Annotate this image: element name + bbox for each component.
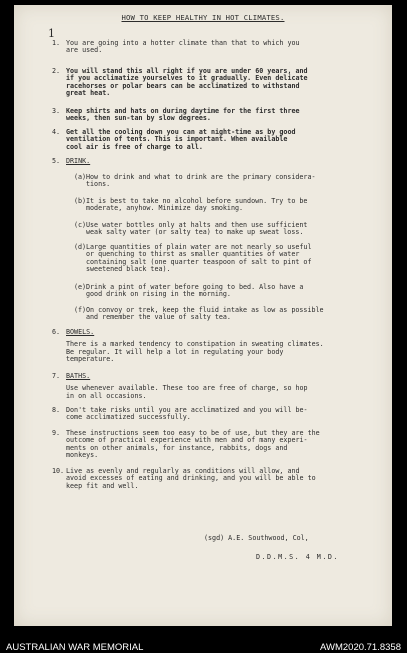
list-item (52, 429, 386, 460)
drink-subitem (74, 197, 384, 213)
list-item (52, 39, 386, 55)
drink-subitem (74, 306, 384, 322)
list-item (52, 467, 386, 490)
item-number: 7. (52, 372, 61, 380)
subitem-label: (b) (74, 197, 87, 205)
subitem-label: (c) (74, 221, 87, 229)
drink-subitem (74, 173, 384, 189)
list-item (52, 67, 386, 98)
subitem-label: (f) (74, 306, 87, 314)
subitem-text: How to drink and what to drink are the primary considera- tions. (86, 173, 316, 189)
item-number: 9. (52, 429, 61, 437)
subitem-text: On convoy or trek, keep the fluid intake as low as possible and remember the value of salty tea. (86, 306, 324, 322)
section-heading-drink: DRINK. (66, 157, 91, 165)
subitem-text: Drink a pint of water before going to bed. Also have a good drink on rising in the morning. (86, 283, 304, 299)
footer-institution: AUSTRALIAN WAR MEMORIAL (6, 642, 144, 653)
item-text: Use whenever available. These too are free of charge, so hop in on all occasions. (66, 384, 308, 400)
item-text: You are going into a hotter climate than that to which you are used. (66, 39, 300, 55)
list-item (52, 372, 386, 400)
item-number: 10. (52, 467, 65, 475)
subitem-text: It is best to take no alcohol before sundown. Try to be moderate, anyhow. Minimize day smoking. (86, 197, 308, 213)
subitem-label: (e) (74, 283, 87, 291)
subitem-label: (a) (74, 173, 87, 181)
list-item (52, 107, 386, 123)
handwritten-margin-mark: 1 (48, 27, 55, 40)
drink-subitem (74, 221, 384, 237)
document-title: HOW TO KEEP HEALTHY IN HOT CLIMATES. (121, 13, 285, 22)
signature-title: D.D.M.S. 4 M.D. (256, 553, 339, 561)
subitem-label: (d) (74, 243, 87, 251)
item-number: 4. (52, 128, 61, 136)
item-text: There is a marked tendency to constipation in sweating climates. Be regular. It will help a lot in regulating your body temperature. (66, 340, 324, 364)
item-text: Get all the cooling down you can at night-time as by good ventilation of tents. This is important. When available cool air is free of charge to all. (66, 128, 296, 151)
item-text: Don't take risks until you are acclimatized and you will be- come acclimatized successfully. (66, 406, 308, 422)
item-text: Keep shirts and hats on during daytime for the first three weeks, then sun-tan by slow degrees. (66, 107, 300, 123)
list-item (52, 128, 386, 151)
section-heading-baths: BATHS. (66, 372, 91, 380)
signature-line: (sgd) A.E. Southwood, Col, (204, 534, 309, 542)
section-heading-bowels: BOWELS. (66, 328, 95, 336)
drink-subitem (74, 283, 384, 299)
drink-subitem (74, 243, 384, 274)
item-number: 2. (52, 67, 61, 75)
list-item (52, 328, 386, 364)
item-number: 5. (52, 157, 61, 165)
item-number: 8. (52, 406, 61, 414)
item-number: 6. (52, 328, 61, 336)
subitem-text: Large quantities of plain water are not nearly so useful or quenching to thirst as smaller quantities of water containing salt (one quarter teaspoon of salt to pint of sweetened black tea). (86, 243, 312, 274)
list-item (52, 406, 386, 422)
subitem-text: Use water bottles only at halts and then use sufficient weak salty water (or salty tea) to make up sweat loss. (86, 221, 308, 237)
footer-accession-number: AWM2020.71.8358 (320, 642, 401, 653)
item-text: These instructions seem too easy to be of use, but they are the outcome of practical experience with men and of many experi- ments on other animals, for instance, rabbits, dogs and monkeys. (66, 429, 320, 460)
item-number: 1. (52, 39, 61, 47)
document-page (14, 5, 392, 626)
list-item (52, 157, 386, 165)
item-text: You will stand this all right if you are under 60 years, and if you acclimatize yourselves to it gradually. Even delicate racehorses or polar bears can be acclimatized to withstand great heat. (66, 67, 308, 98)
item-text: Live as evenly and regularly as conditions will allow, and avoid excesses of eating and drinking, and you will be able to keep fit and well. (66, 467, 316, 490)
archive-footer (0, 627, 407, 653)
item-number: 3. (52, 107, 61, 115)
